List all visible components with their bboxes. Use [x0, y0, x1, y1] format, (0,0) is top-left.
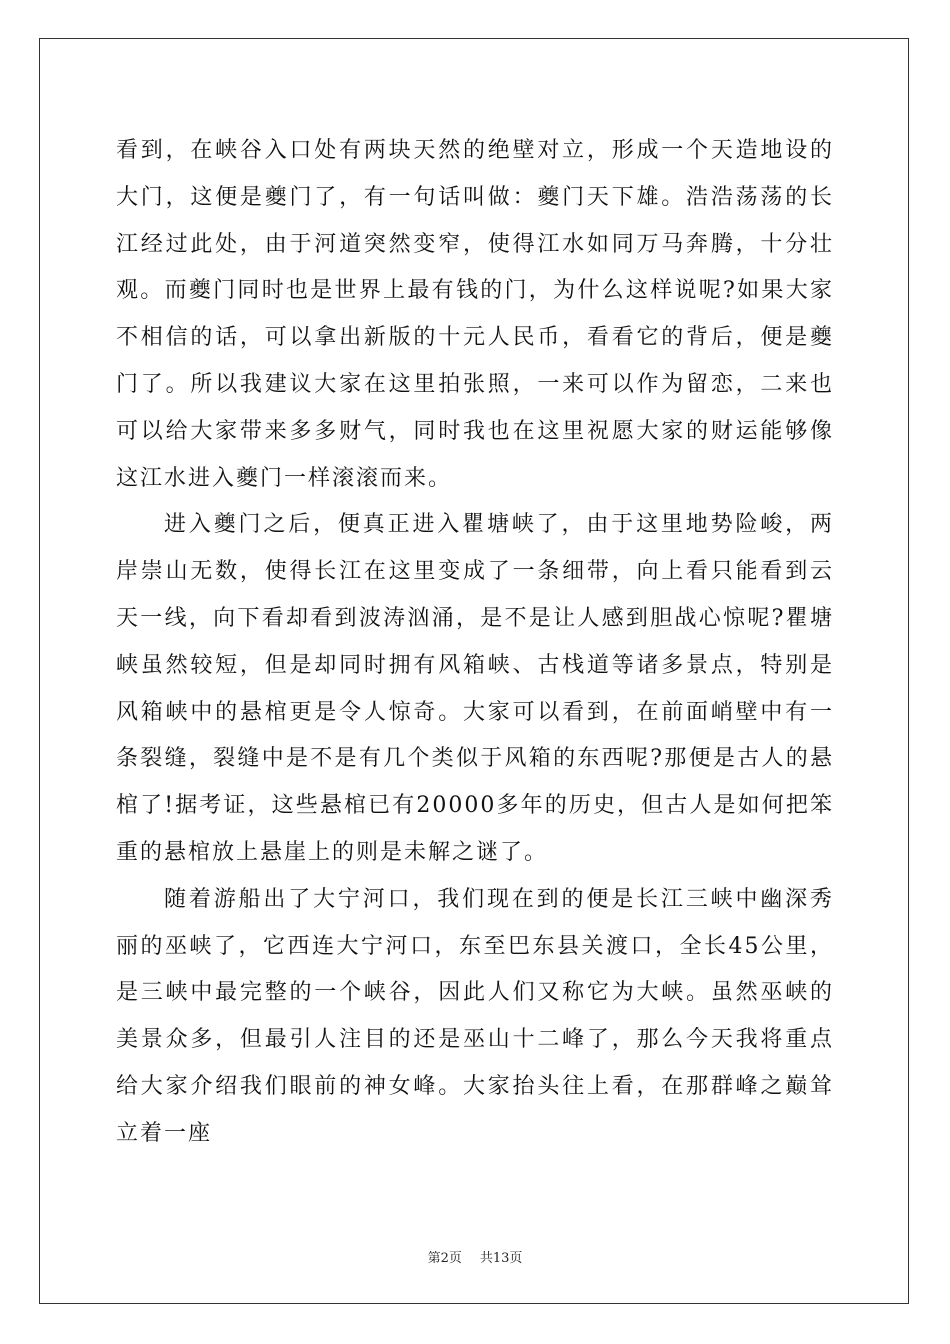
paragraph-1: 看到，在峡谷入口处有两块天然的绝壁对立，形成一个天造地设的大门，这便是夔门了，有一句话叫做：夔门天下雄。浩浩荡荡的长江经过此处，由于河道突然变窄，使得江水如同万马奔腾，十分壮观。而夔门同时也是世界上最有钱的门，为什么这样说呢?如果大家不相信的话，可以拿出新版的十元人民币，看看它的背后，便是夔门了。所以我建议大家在这里拍张照，一来可以作为留恋，二来也可以给大家带来多多财气，同时我也在这里祝愿大家的财运能够像这江水进入夔门一样滚滚而来。: [116, 138, 834, 491]
page-number: 第2页: [427, 1251, 462, 1266]
paragraph-2: 进入夔门之后，便真正进入瞿塘峡了，由于这里地势险峻，两岸崇山无数，使得长江在这里变成了一条细带，向上看只能看到云天一线，向下看却看到波涛汹涌，是不是让人感到胆战心惊呢?瞿塘峡虽然较短，但是却同时拥有风箱峡、古栈道等诸多景点，特别是风箱峡中的悬棺更是令人惊奇。大家可以看到，在前面峭壁中有一条裂缝，裂缝中是不是有几个类似于风箱的东西呢?那便是古人的悬棺了!据考证，这些悬棺已有20000多年的历史，但古人是如何把笨重的悬棺放上悬崖上的则是未解之谜了。: [116, 512, 834, 865]
document-body: [116, 128, 834, 1158]
page-footer: [0, 1247, 950, 1266]
page-total: 共13页: [479, 1251, 523, 1266]
paragraph-3: 随着游船出了大宁河口，我们现在到的便是长江三峡中幽深秀丽的巫峡了，它西连大宁河口，东至巴东县关渡口，全长45公里，是三峡中最完整的一个峡谷，因此人们又称它为大峡。虽然巫峡的美景众多，但最引人注目的还是巫山十二峰了，那么今天我将重点给大家介绍我们眼前的神女峰。大家抬头往上看，在那群峰之巅耸立着一座: [116, 886, 834, 1146]
